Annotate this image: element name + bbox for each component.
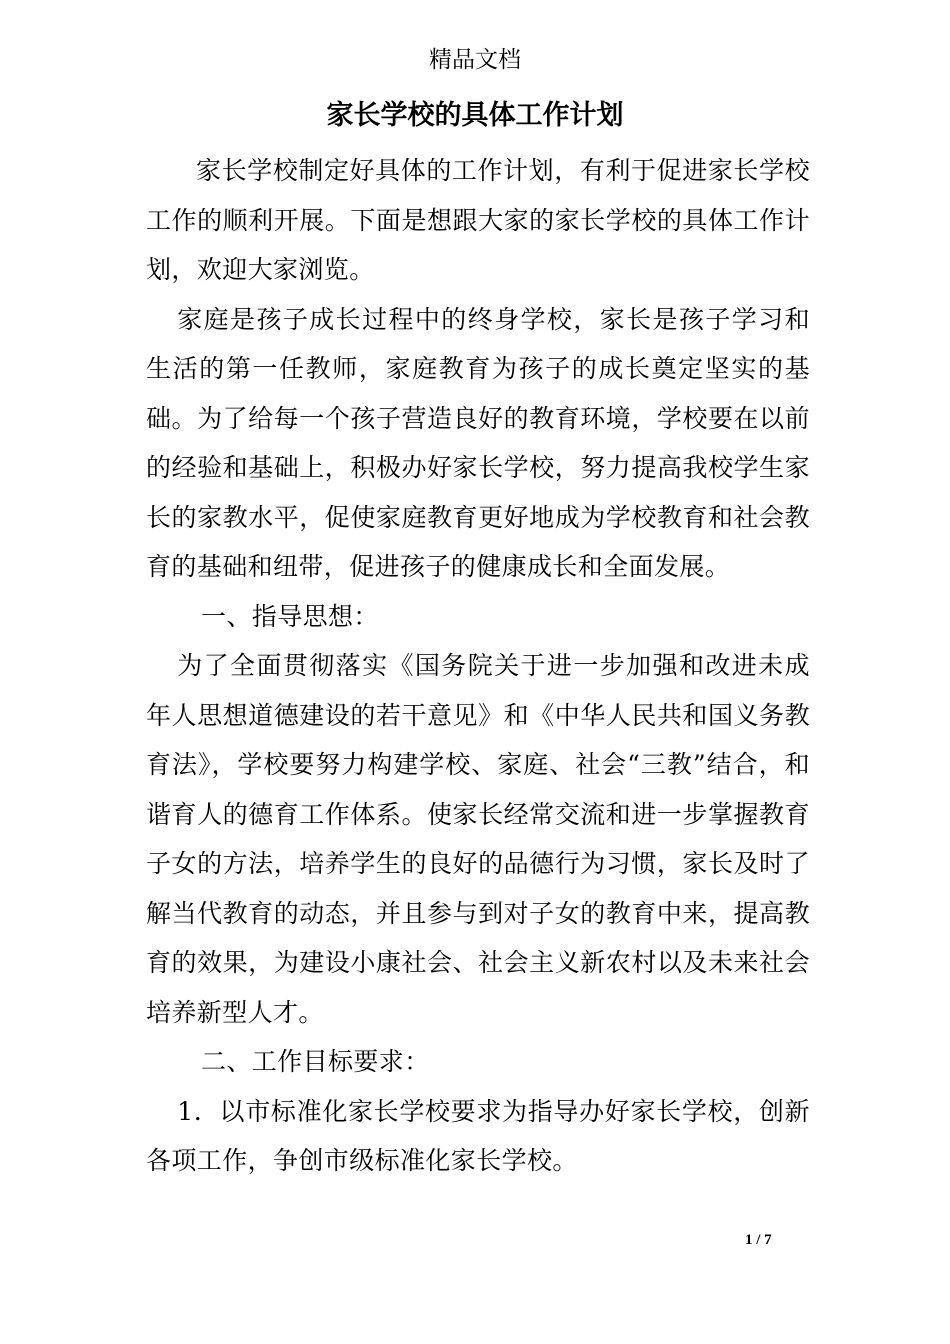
work-goal-item-1: 1．以市标准化家长学校要求为指导办好家长学校，创新各项工作，争创市级标准化家长学校。 xyxy=(146,1096,810,1175)
section-heading-guiding-thought: 一、指导思想： xyxy=(201,601,379,631)
page-number: 1 / 7 xyxy=(745,1232,772,1248)
page-header: 精品文档 xyxy=(429,47,521,73)
section-heading-work-goals: 二、工作目标要求： xyxy=(201,1047,430,1076)
background-paragraph: 家庭是孩子成长过程中的终身学校，家长是孩子学习和生活的第一任教师，家庭教育为孩子的成长奠定坚实的基础。为了给每一个孩子营造良好的教育环境，学校要在以前的经验和基础上，积极办好家长学校，努力提高我校学生家长的家教水平，促使家庭教育更好地成为学校教育和社会教育的基础和纽带，促进孩子的健康成长和全面发展。 xyxy=(146,304,810,581)
guiding-thought-paragraph: 为了全面贯彻落实《国务院关于进一步加强和改进未成年人思想道德建设的若干意见》和《中华人民共和国义务教育法》，学校要努力构建学校、家庭、社会“三教”结合，和谐育人的德育工作体系。使家长经常交流和进一步掌握教育子女的方法，培养学生的良好的品德行为习惯，家长及时了解当代教育的动态，并且参与到对子女的教育中来，提高教育的效果，为建设小康社会、社会主义新农村以及未来社会培养新型人才。 xyxy=(146,651,810,1027)
document-body xyxy=(146,146,810,1186)
document-title: 家长学校的具体工作计划 xyxy=(326,100,624,131)
intro-paragraph: 家长学校制定好具体的工作计划，有利于促进家长学校工作的顺利开展。下面是想跟大家的家长学校的具体工作计划，欢迎大家浏览。 xyxy=(146,156,810,284)
